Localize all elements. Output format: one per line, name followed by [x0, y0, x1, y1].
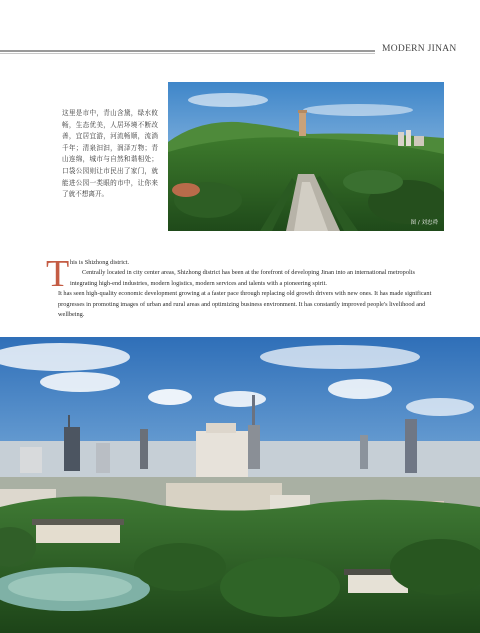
article-line-3: integrating high-end industries, modern logistics, modern services and talents with a pioneering spirit. [70, 279, 327, 287]
photo-hill-park [168, 82, 444, 231]
header-rule-thin [0, 53, 375, 54]
article-line-1: his is Shizhong district. [70, 259, 130, 266]
header-rule [0, 50, 375, 52]
article-line-2: Centrally located in city center areas, Shizhong district has been at the forefront of developing Jinan into an international metropolis [82, 269, 415, 277]
intro-chinese-text: 这里是市中，青山含黛，绿水攸畅，生态优美，人居环境不断改善，宜居宜游，河流畅顺，流淌千年；清泉汩汩，润泽万物；青山连绵，城市与自然和谐相处；口袋公园则让市民出了家门，就能进公园一类眼的市中，让你来了就不想离开。 [62, 109, 158, 199]
article-line-4: It has seen high-quality economic development growing at a faster pace through replacing old growth drivers with new ones. It has made significant progresses in promoting images of urban and rural areas and optimizing business environment. It has constantly improved people's livelihood and wellbeing. [58, 290, 432, 319]
photo-credit: 图 / 刘忠舜 [410, 220, 438, 226]
article-english [46, 253, 444, 320]
section-title: MODERN JINAN [382, 44, 457, 54]
photo-city-panorama [0, 337, 480, 633]
dropcap-letter: T [46, 253, 70, 295]
